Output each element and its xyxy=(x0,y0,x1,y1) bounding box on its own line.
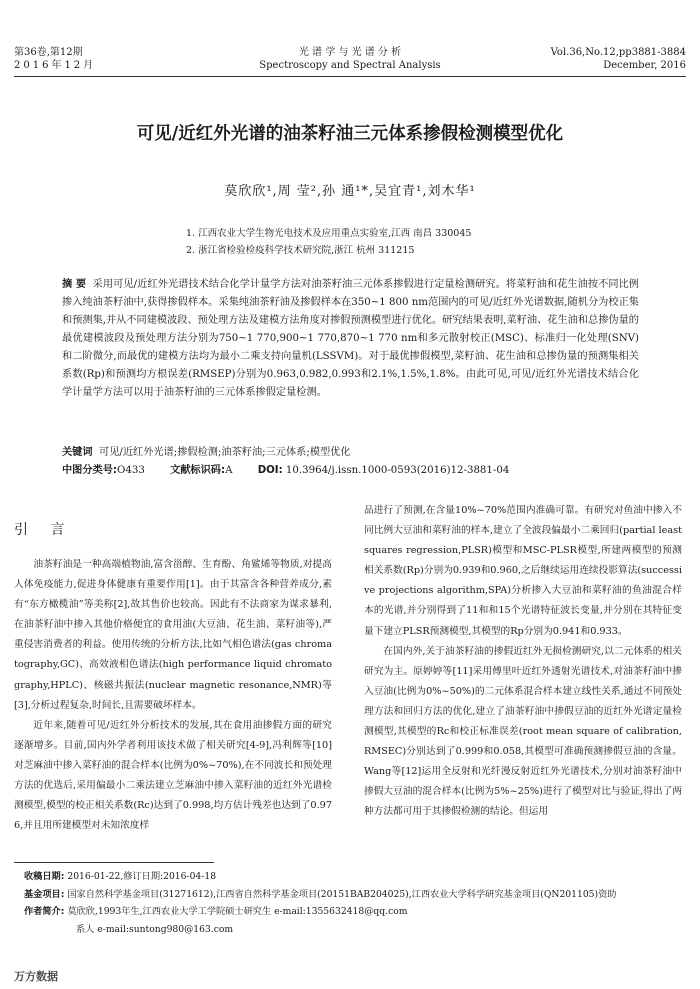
paper-title: 可见/近红外光谱的油茶籽油三元体系掺假检测模型优化 xyxy=(136,124,564,144)
watermark-logo: 万方数据 xyxy=(14,970,58,983)
doi-value: 10.3964/j.issn.1000-0593(2016)12-3881-04 xyxy=(285,465,510,476)
fund-label: 基金项目: xyxy=(24,888,65,900)
received-value: 2016-01-22,修订日期:2016-04-18 xyxy=(67,871,217,882)
affiliation-2: 2. 浙江省检验检疫科学技术研究院,浙江 杭州 311215 xyxy=(186,245,415,256)
doc-code-value: A xyxy=(225,465,233,476)
footnotes xyxy=(24,868,690,938)
affiliations xyxy=(186,225,471,259)
body-paragraph: 在国内外,关于油茶籽油的掺假近红外无损检测研究,以二元体系的相关研究为主。原婷婷等[11]采用傅里叶近红外透射光谱技术,对油茶籽油中掺入豆油(比例为0%~50%)的二元体系混合样本建立线性关系,通过不同预处理方法和回归方法的优化,建立了油茶籽油中掺假豆油的近红外光谱定量检测模型,其模型的Rc和校正标准误差(root mean square of calibration,RMSEC)分别达到了0.999和0.058,其模型可准确预测掺假豆油的含量。Wang等[12]运用全反射和光纤漫反射近红外光谱技术,分别对油茶籽油中掺假大豆油的混合样本(比例为5%~25%)进行了模型对比与验证,得出了两种方法都可用于其掺假检测的结论。但运用 xyxy=(364,645,682,818)
received-label: 收稿日期: xyxy=(24,871,65,882)
doi-label: DOI: xyxy=(257,465,283,476)
affiliation-1: 1. 江西农业大学生物光电技术及应用重点实验室,江西 南昌 330045 xyxy=(186,228,472,239)
journal-date-cn: 2016年12月 xyxy=(14,60,97,71)
fund-value: 国家自然科学基金项目(31271612),江西省自然科学基金项目(20151BAB204025),江西农业大学科学研究基金项目(QN201105)资助 xyxy=(67,888,617,900)
author-bio-value: 莫欣欣,1993年生,江西农业大学工学院硕士研究生 e-mail:1355632418@qq.com xyxy=(67,906,408,917)
clc-value: O433 xyxy=(117,465,145,476)
keywords-text: 可见/近红外光谱;掺假检测;油茶籽油;三元体系;模型优化 xyxy=(99,447,351,458)
keywords-label: 关键词 xyxy=(62,447,93,458)
body-right-column xyxy=(364,501,682,823)
journal-vol-pages: Vol.36,No.12,pp3881-3884 xyxy=(550,47,686,58)
section-heading-introduction: 引 言 xyxy=(14,522,74,538)
body-left-column xyxy=(14,555,332,836)
abstract-text: 采用可见/近红外光谱技术结合化学计量学方法对油茶籽油三元体系掺假进行定量检测研究。将菜籽油和花生油按不同比例掺入纯油茶籽油中,获得掺假样本。采集纯油茶籽油及掺假样本在350~1 800 nm范围内的可见/近红外光谱数据,随机分为校正集和预测集,并从不同建模波段、预处理方法及建模方法角度对掺假预测模型进行优化。研究结果表明,菜籽油、花生油和总掺伪量的最优建模波段及预处理方法分别为750~1 770,900~1 770,870~1 770 nm和多元散射校正(MSC)、标准归一化处理(SNV)和二阶微分,而最优的建模方法均为最小二乘支持向量机(LSSVM)。对于最优掺假模型,菜籽油、花生油和总掺伪量的预测集相关系数(Rp)和预测均方根误差(RMSEP)分别为0.963,0.982,0.993和2.1%,1.5%,1.8%。由此可见,可见/近红外光谱技术结合化学计量学方法可以用于油茶籽油的三元体系掺假定量检测。 xyxy=(62,279,639,398)
journal-name-cn: 光 谱 学 与 光 谱 分 析 xyxy=(298,47,402,58)
clc-label: 中图分类号: xyxy=(62,465,118,476)
classification-line xyxy=(62,462,662,480)
abstract-label: 摘 要 xyxy=(62,279,87,290)
header-rule xyxy=(14,76,686,77)
keywords xyxy=(62,444,662,462)
journal-volume-issue: 第36卷,第12期 xyxy=(14,47,83,58)
author-list: 莫欣欣¹,周 莹²,孙 通¹*,吴宜青¹,刘木华¹ xyxy=(224,184,476,199)
corresponding-author: 系人 e-mail:suntong980@163.com xyxy=(76,923,234,935)
abstract xyxy=(62,276,639,402)
body-paragraph: 油茶籽油是一种高端植物油,富含甾醇、生育酚、角鲨烯等物质,对提高人体免疫能力,促进身体健康有重要作用[1]。由于其富含各种营养成分,素有“东方橄榄油”等美称[2],故其售价也较高。因此有不法商家为谋求暴利,在油茶籽油中掺入其他价格便宜的食用油(大豆油、花生油、菜籽油等),严重侵害消费者的利益。使用传统的分析方法,比如气相色谱法(gas chromatography,GC)、高效液相色谱法(high performance liquid chromatography,HPLC)、核磁共振法(nuclear magnetic resonance,NMR)等[3],分析过程复杂,时间长,且需要破坏样本。 xyxy=(14,559,332,711)
footnote-rule xyxy=(14,862,214,863)
author-bio-label: 作者简介: xyxy=(24,906,65,917)
doc-code-label: 文献标识码: xyxy=(170,465,226,476)
body-paragraph: 近年来,随着可见/近红外分析技术的发展,其在食用油掺假方面的研究逐渐增多。目前,国内外学者利用该技术做了相关研究[4-9],冯利辉等[10]对芝麻油中掺入菜籽油的混合样本(比例为0%~70%),在不同波长和预处理方法的优选后,采用偏最小二乘法建立芝麻油中掺入菜籽油的近红外光谱检测模型,模型的校正相关系数(Rc)达到了0.998,均方估计残差也达到了0.976,并且用所建模型对未知浓度样 xyxy=(14,719,332,832)
journal-pages-info xyxy=(551,46,686,72)
journal-date-en: December, 2016 xyxy=(603,60,686,71)
journal-name-en: Spectroscopy and Spectral Analysis xyxy=(259,60,441,71)
body-paragraph: 品进行了预测,在含量10%~70%范围内准确可靠。有研究对鱼油中掺入不同比例大豆油和菜籽油的样本,建立了全波段偏最小二乘回归(partial least squares regression,PLSR)模型和MSC-PLSR模型,所建两模型的预测相关系数(Rp)分别为0.939和0.960,之后继续运用连续投影算法(successive projections algorithm,SPA)分析掺入大豆油和菜籽油的鱼油混合样本的光谱,并分别得到了11和和15个光谱特征波长变量,并分别在其特征变量下建立PLSR预测模型,其模型的Rp分别为0.941和0.933。 xyxy=(364,505,682,637)
